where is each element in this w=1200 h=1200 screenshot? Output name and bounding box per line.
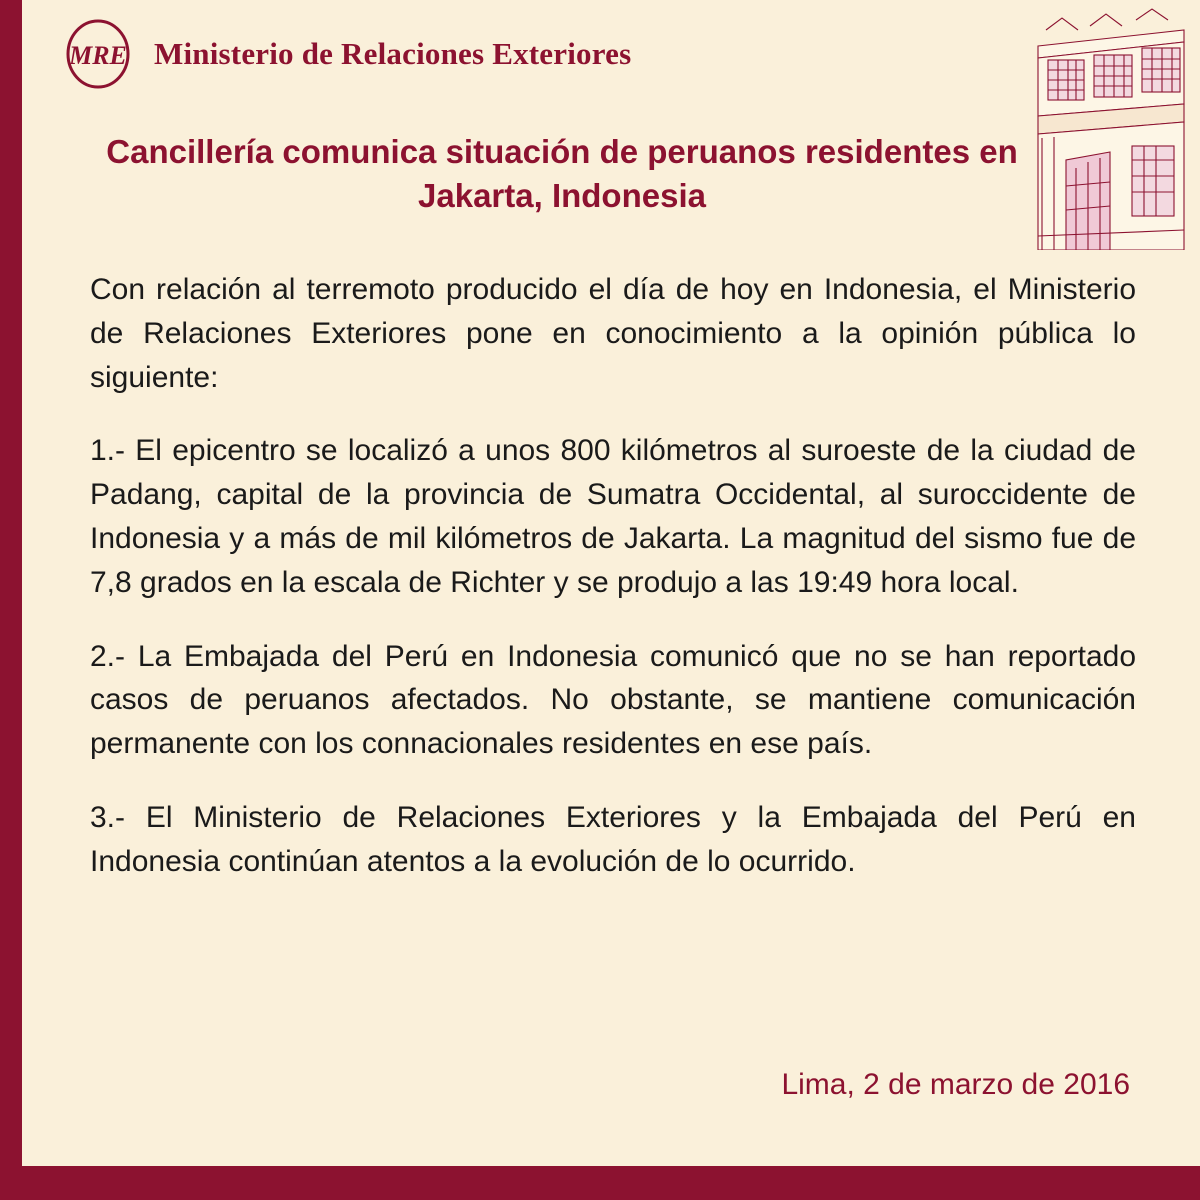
paragraph-intro: Con relación al terremoto producido el día de hoy en Indonesia, el Ministerio de Relaciones Exteriores pone en conocimiento a la opinión pública lo siguiente:	[90, 273, 1136, 394]
document-header	[62, 18, 631, 90]
document-page	[22, 0, 1200, 1166]
mre-seal-icon	[62, 18, 134, 90]
page-title: Cancillería comunica situación de peruanos residentes en Jakarta, Indonesia	[106, 133, 1018, 215]
paragraph-item-3: 3.- El Ministerio de Relaciones Exteriores y la Embajada del Perú en Indonesia continúan atentos a la evolución de lo ocurrido.	[90, 800, 1136, 878]
palacio-torre-tagle-illustration	[1032, 0, 1192, 250]
place-and-date: Lima, 2 de marzo de 2016	[781, 1068, 1130, 1101]
document-body	[90, 268, 1136, 884]
bottom-accent-bar	[0, 1166, 1200, 1200]
institution-name: Ministerio de Relaciones Exteriores	[154, 36, 632, 71]
paragraph-item-1: 1.- El epicentro se localizó a unos 800 kilómetros al suroeste de la ciudad de Padang, capital de la provincia de Sumatra Occidental, al suroccidente de Indonesia y a más de mil kilómetros de Jakarta. La magnitud del sismo fue de 7,8 grados en la escala de Richter y se produjo a las 19:49 hora local.	[90, 434, 1136, 599]
svg-text:MRE: MRE	[69, 41, 127, 70]
left-accent-bar	[0, 0, 22, 1200]
paragraph-item-2: 2.- La Embajada del Perú en Indonesia comunicó que no se han reportado casos de peruanos afectados. No obstante, se mantiene comunicación permanente con los connacionales residentes en ese país.	[90, 639, 1136, 761]
